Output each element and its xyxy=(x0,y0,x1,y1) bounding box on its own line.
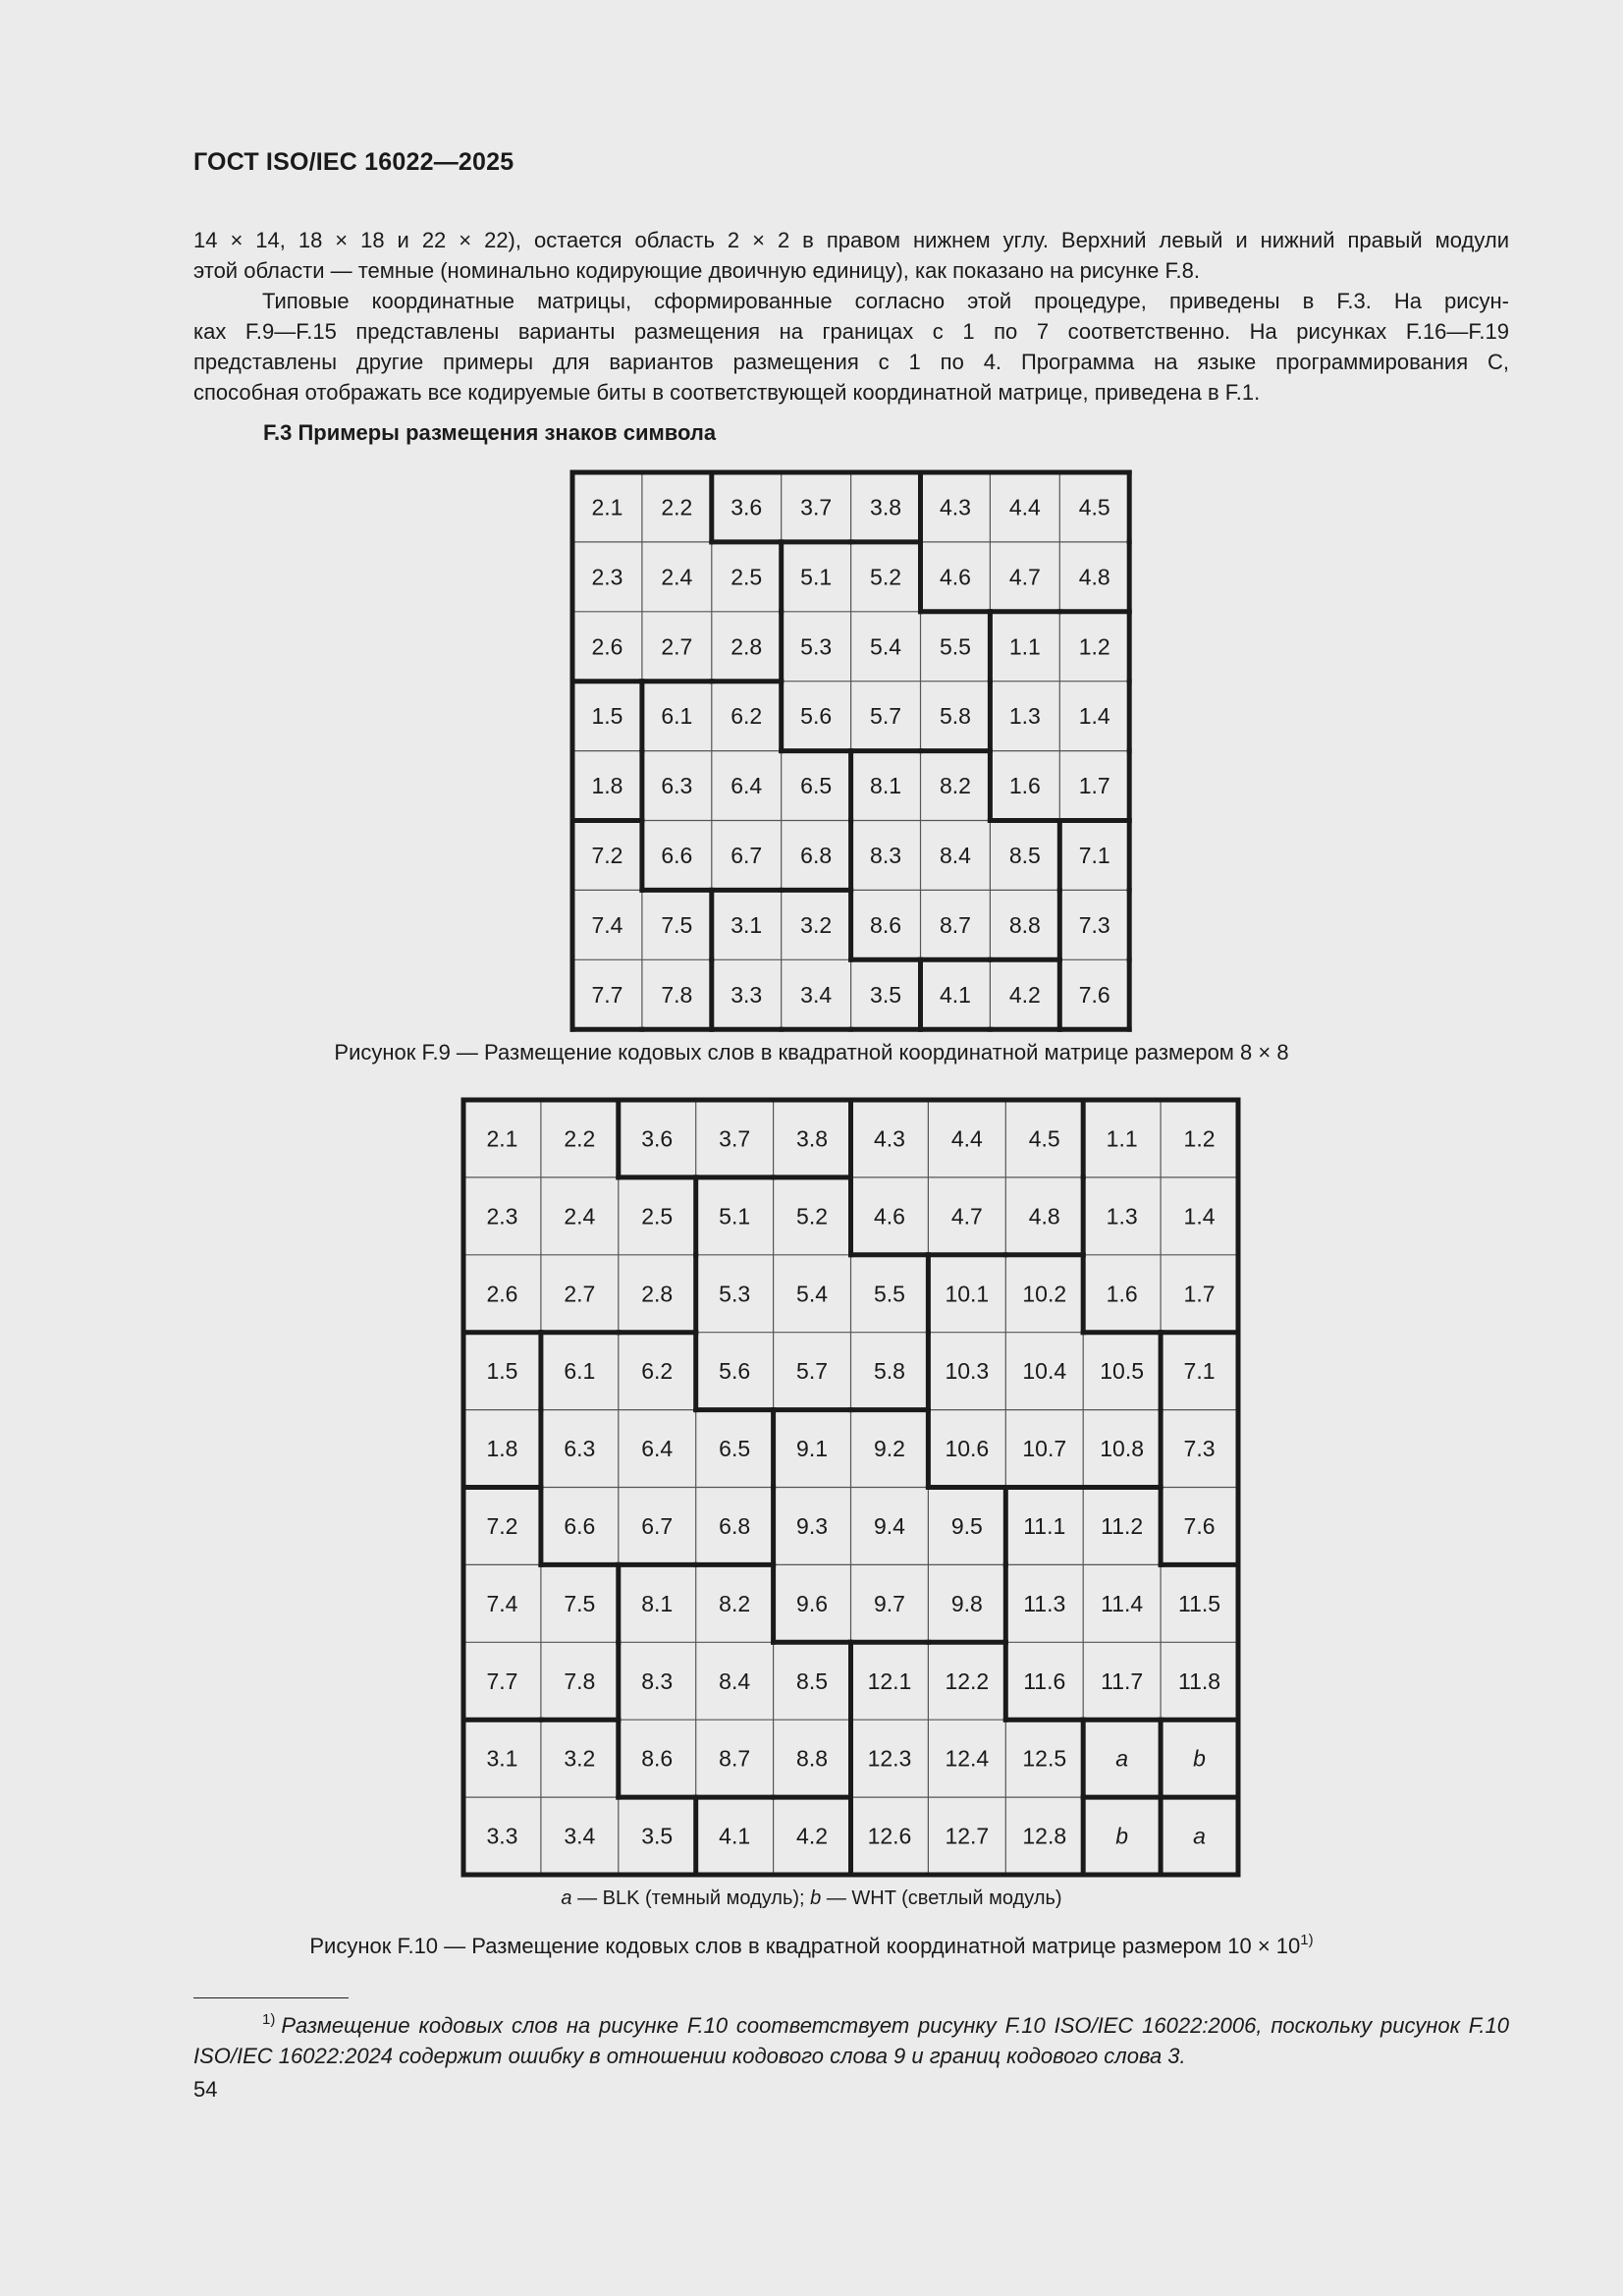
matrix-cell-label: 1.5 xyxy=(591,703,623,730)
matrix-cell-label: 5.6 xyxy=(800,703,833,730)
matrix-cell-label: 4.4 xyxy=(950,1125,983,1152)
body-line: 14 × 14, 18 × 18 и 22 × 22), остается область 2 × 2 в правом нижнем углу. Верхний левый и нижний правый модули xyxy=(193,228,1509,252)
matrix-cell-label: 11.5 xyxy=(1178,1590,1221,1616)
body-line: Типовые координатные матрицы, сформированные согласно этой процедуре, приведены в F.3. На рисун- xyxy=(262,289,1509,313)
matrix-cell-label: 8.1 xyxy=(870,773,902,799)
legend-a-symbol: a xyxy=(561,1887,572,1909)
footnote-text: Размещение кодовых слов на рисунке F.10 соответствует рисунку F.10 ISO/IEC 16022:2006, поскольку рисунок F.10 ISO/IEC 16022:2024 содержит ошибку в отношении кодового слова 9 и границ кодового слова 3. xyxy=(193,2013,1509,2068)
matrix-cell-label: 9.3 xyxy=(796,1512,829,1539)
matrix-cell-label: 6.6 xyxy=(661,842,693,868)
matrix-cell-label: 2.2 xyxy=(564,1125,596,1152)
matrix-cell-label: 1.8 xyxy=(486,1436,518,1462)
matrix-cell-label: 5.4 xyxy=(870,633,902,660)
matrix-cell-label: 3.4 xyxy=(800,981,833,1008)
matrix-cell-label: 6.2 xyxy=(641,1358,674,1385)
body-line: представлены другие примеры для вариантов размещения с 1 по 4. Программа на языке программирования C, xyxy=(193,350,1509,374)
matrix-cell-label: 4.4 xyxy=(1008,494,1041,520)
matrix-cell-label: 10.2 xyxy=(1022,1281,1067,1307)
matrix-cell-label: 7.6 xyxy=(1183,1512,1216,1539)
matrix-cell-label: 6.8 xyxy=(719,1512,751,1539)
matrix-cell-label: 11.7 xyxy=(1101,1667,1144,1694)
matrix-cell-label: 8.8 xyxy=(1008,911,1041,938)
matrix-cell-label: 8.2 xyxy=(939,773,971,799)
figure-f10-legend xyxy=(0,1887,1623,1910)
matrix-cell-label: 2.7 xyxy=(564,1281,596,1307)
matrix-cell-label: 2.7 xyxy=(661,633,693,660)
matrix-cell-label: 8.3 xyxy=(870,842,902,868)
matrix-cell-label: 2.4 xyxy=(564,1203,596,1230)
matrix-cell-label: 1.8 xyxy=(591,773,623,799)
matrix-cell-label: 3.6 xyxy=(730,494,763,520)
matrix-cell-label: 5.2 xyxy=(796,1203,829,1230)
matrix-cell-label: 12.2 xyxy=(945,1667,990,1694)
matrix-cell-label: 1.1 xyxy=(1008,633,1041,660)
footnote-separator xyxy=(193,1997,349,1998)
matrix-cell-label: 1.7 xyxy=(1078,773,1110,799)
matrix-cell-label: 6.6 xyxy=(564,1512,596,1539)
matrix-cell-label: 6.4 xyxy=(730,773,763,799)
matrix-cell-label: 6.7 xyxy=(641,1512,674,1539)
matrix-cell-label: 6.3 xyxy=(661,773,693,799)
matrix-cell-label: 6.2 xyxy=(730,703,763,730)
matrix-cell-label: b xyxy=(1115,1823,1129,1849)
figure-f9-matrix xyxy=(572,472,1132,1032)
matrix-cell-label: 6.8 xyxy=(800,842,833,868)
matrix-cell-label: 10.8 xyxy=(1100,1436,1145,1462)
matrix-cell-label: 3.7 xyxy=(800,494,833,520)
matrix-cell-label: 12.6 xyxy=(867,1823,912,1849)
matrix-cell-label: 12.5 xyxy=(1022,1745,1067,1772)
matrix-cell-label: 4.5 xyxy=(1028,1125,1060,1152)
footnote-reference[interactable]: 1) xyxy=(1300,1932,1314,1948)
matrix-cell-label: 10.4 xyxy=(1022,1358,1067,1385)
matrix-cell-label: 1.5 xyxy=(486,1358,518,1385)
matrix-cell-label: 1.2 xyxy=(1078,633,1110,660)
matrix-cell-label: 1.4 xyxy=(1183,1203,1216,1230)
matrix-cell-label: 7.1 xyxy=(1183,1358,1216,1385)
matrix-cell-label: 7.6 xyxy=(1078,981,1110,1008)
matrix-cell-label: 11.4 xyxy=(1101,1590,1144,1616)
matrix-cell-label: 6.5 xyxy=(800,773,833,799)
matrix-cell-label: 3.8 xyxy=(796,1125,829,1152)
matrix-cell-label: 7.1 xyxy=(1078,842,1110,868)
matrix-cell-label: 2.1 xyxy=(486,1125,518,1152)
figure-f9-caption: Рисунок F.9 — Размещение кодовых слов в квадратной координатной матрице размером 8 × 8 xyxy=(334,1040,1289,1065)
matrix-cell-label: 2.3 xyxy=(486,1203,518,1230)
matrix-cell-label: 10.6 xyxy=(945,1436,990,1462)
matrix-cell-label: 5.6 xyxy=(719,1358,751,1385)
matrix-cell-label: 2.2 xyxy=(661,494,693,520)
matrix-cell-label: 5.8 xyxy=(873,1358,905,1385)
matrix-cell-label: 1.1 xyxy=(1106,1125,1138,1152)
matrix-cell-label: 1.3 xyxy=(1106,1203,1138,1230)
matrix-cell-label: 8.5 xyxy=(796,1667,829,1694)
matrix-cell-label: 1.2 xyxy=(1183,1125,1216,1152)
matrix-cell-label: 12.8 xyxy=(1022,1823,1067,1849)
matrix-cell-label: 5.1 xyxy=(719,1203,751,1230)
figure-f10-caption xyxy=(0,1932,1623,1959)
matrix-cell-label: 7.7 xyxy=(486,1667,518,1694)
matrix-cell-label: a xyxy=(1193,1823,1206,1849)
matrix-cell-label: 7.2 xyxy=(591,842,623,868)
page-number: 54 xyxy=(193,2077,218,2102)
matrix-cell-label: 5.5 xyxy=(939,633,971,660)
matrix-cell-label: 11.6 xyxy=(1023,1667,1066,1694)
matrix-cell-label: 6.5 xyxy=(719,1436,751,1462)
matrix-cell-label: 9.6 xyxy=(796,1590,829,1616)
matrix-cell-label: 5.8 xyxy=(939,703,971,730)
figure-f10-matrix xyxy=(463,1100,1239,1876)
matrix-cell-label: 4.6 xyxy=(873,1203,905,1230)
matrix-cell-label: 6.4 xyxy=(641,1436,674,1462)
matrix-cell-label: 10.3 xyxy=(945,1358,990,1385)
matrix-cell-label: 1.4 xyxy=(1078,703,1110,730)
footnote-mark: 1) xyxy=(262,2011,276,2028)
matrix-cell-label: 2.6 xyxy=(591,633,623,660)
matrix-cell-label: 7.4 xyxy=(486,1590,518,1616)
matrix-cell-label: 7.7 xyxy=(591,981,623,1008)
legend-b-text: — WHT (светлый модуль) xyxy=(821,1887,1062,1909)
matrix-cell-label: 12.1 xyxy=(867,1667,912,1694)
matrix-cell-label: 6.7 xyxy=(730,842,763,868)
matrix-cell-label: 2.1 xyxy=(591,494,623,520)
matrix-cell-label: 4.1 xyxy=(719,1823,751,1849)
matrix-cell-label: 5.3 xyxy=(719,1281,751,1307)
matrix-cell-label: 3.1 xyxy=(730,911,763,938)
matrix-cell-label: 2.8 xyxy=(641,1281,674,1307)
matrix-cell-label: 11.1 xyxy=(1023,1512,1066,1539)
matrix-cell-label: 3.6 xyxy=(641,1125,674,1152)
matrix-cell-label: 3.8 xyxy=(870,494,902,520)
matrix-cell-label: 7.8 xyxy=(661,981,693,1008)
figure-f10-caption-text: Рисунок F.10 — Размещение кодовых слов в квадратной координатной матрице размером 10 × 10 xyxy=(309,1934,1301,1958)
matrix-cell-label: 8.2 xyxy=(719,1590,751,1616)
matrix-cell-label: 8.4 xyxy=(719,1667,751,1694)
matrix-cell-label: 1.3 xyxy=(1008,703,1041,730)
matrix-cell-label: 7.3 xyxy=(1078,911,1110,938)
body-line: ках F.9—F.15 представлены варианты размещения на границах с 1 по 7 соответственно. На рисунках F.16—F.19 xyxy=(193,319,1509,344)
legend-b-symbol: b xyxy=(810,1887,822,1909)
matrix-cell-label: 10.5 xyxy=(1100,1358,1145,1385)
matrix-cell-label: 2.6 xyxy=(486,1281,518,1307)
matrix-cell-label: 2.8 xyxy=(730,633,763,660)
matrix-cell-label: 8.3 xyxy=(641,1667,674,1694)
matrix-cell-label: 5.3 xyxy=(800,633,833,660)
matrix-cell-label: 1.6 xyxy=(1008,773,1041,799)
matrix-cell-label: 7.8 xyxy=(564,1667,596,1694)
matrix-cell-label: 8.7 xyxy=(939,911,971,938)
section-title: F.3 Примеры размещения знаков символа xyxy=(263,420,717,445)
matrix-cell-label: 6.3 xyxy=(564,1436,596,1462)
matrix-cell-label: 2.4 xyxy=(661,564,693,590)
matrix-cell-label: 10.7 xyxy=(1022,1436,1067,1462)
matrix-cell-label: 1.7 xyxy=(1183,1281,1216,1307)
matrix-cell-label: 7.5 xyxy=(564,1590,596,1616)
matrix-cell-label: 4.8 xyxy=(1028,1203,1060,1230)
matrix-cell-label: 7.5 xyxy=(661,911,693,938)
document-header: ГОСТ ISO/IEC 16022—2025 xyxy=(193,148,514,176)
matrix-cell-label: 4.6 xyxy=(939,564,971,590)
matrix-cell-label: 8.5 xyxy=(1008,842,1041,868)
body-line: этой области — темные (номинально кодирующие двоичную единицу), как показано на рисунке F.8. xyxy=(193,258,1200,283)
matrix-cell-label: 12.3 xyxy=(867,1745,912,1772)
matrix-cell-label: 4.5 xyxy=(1078,494,1110,520)
matrix-cell-label: 7.4 xyxy=(591,911,623,938)
matrix-cell-label: 4.8 xyxy=(1078,564,1110,590)
matrix-cell-label: 5.7 xyxy=(870,703,902,730)
matrix-cell-label: 4.3 xyxy=(873,1125,905,1152)
matrix-cell-label: 9.1 xyxy=(796,1436,829,1462)
matrix-cell-label: 3.2 xyxy=(800,911,833,938)
legend-a-text: — BLK (темный модуль); xyxy=(571,1887,811,1909)
matrix-cell-label: 4.3 xyxy=(939,494,971,520)
matrix-cell-label: 5.1 xyxy=(800,564,833,590)
matrix-cell-label: 5.7 xyxy=(796,1358,829,1385)
matrix-cell-label: 2.3 xyxy=(591,564,623,590)
matrix-cell-label: 7.3 xyxy=(1183,1436,1216,1462)
matrix-cell-label: 4.2 xyxy=(1008,981,1041,1008)
matrix-cell-label: 3.3 xyxy=(486,1823,518,1849)
matrix-cell-label: 2.5 xyxy=(730,564,763,590)
matrix-cell-label: 4.2 xyxy=(796,1823,829,1849)
matrix-cell-label: a xyxy=(1115,1745,1129,1772)
matrix-cell-label: 10.1 xyxy=(945,1281,990,1307)
matrix-cell-label: 4.7 xyxy=(950,1203,983,1230)
matrix-cell-label: 3.1 xyxy=(486,1745,518,1772)
matrix-cell-label: 5.2 xyxy=(870,564,902,590)
matrix-cell-label: 11.2 xyxy=(1101,1512,1144,1539)
matrix-cell-label: 1.6 xyxy=(1106,1281,1138,1307)
matrix-cell-label: 7.2 xyxy=(486,1512,518,1539)
matrix-cell-label: 3.7 xyxy=(719,1125,751,1152)
matrix-cell-label: 6.1 xyxy=(564,1358,596,1385)
matrix-cell-label: 6.1 xyxy=(661,703,693,730)
matrix-cell-label: b xyxy=(1193,1745,1206,1772)
matrix-cell-label: 12.4 xyxy=(945,1745,990,1772)
matrix-cell-label: 9.8 xyxy=(950,1590,983,1616)
matrix-cell-label: 8.1 xyxy=(641,1590,674,1616)
matrix-cell-label: 3.2 xyxy=(564,1745,596,1772)
matrix-cell-label: 8.4 xyxy=(939,842,971,868)
matrix-cell-label: 3.5 xyxy=(641,1823,674,1849)
matrix-cell-label: 4.1 xyxy=(939,981,971,1008)
matrix-cell-label: 8.6 xyxy=(870,911,902,938)
body-line: способная отображать все кодируемые биты в соответствующей координатной матрице, приведена в F.1. xyxy=(193,380,1261,405)
footnote xyxy=(193,2004,1509,2071)
matrix-cell-label: 11.8 xyxy=(1178,1667,1221,1694)
matrix-cell-label: 5.5 xyxy=(873,1281,905,1307)
matrix-cell-label: 9.7 xyxy=(873,1590,905,1616)
matrix-cell-label: 4.7 xyxy=(1008,564,1041,590)
matrix-cell-label: 12.7 xyxy=(945,1823,990,1849)
matrix-cell-label: 11.3 xyxy=(1023,1590,1066,1616)
matrix-cell-label: 2.5 xyxy=(641,1203,674,1230)
matrix-cell-label: 9.5 xyxy=(950,1512,983,1539)
matrix-cell-label: 3.3 xyxy=(730,981,763,1008)
matrix-cell-label: 9.2 xyxy=(873,1436,905,1462)
body-text xyxy=(193,225,1509,408)
matrix-cell-label: 8.7 xyxy=(719,1745,751,1772)
matrix-cell-label: 3.4 xyxy=(564,1823,596,1849)
matrix-cell-label: 8.6 xyxy=(641,1745,674,1772)
matrix-cell-label: 5.4 xyxy=(796,1281,829,1307)
matrix-cell-label: 9.4 xyxy=(873,1512,905,1539)
matrix-cell-label: 8.8 xyxy=(796,1745,829,1772)
matrix-cell-label: 3.5 xyxy=(870,981,902,1008)
